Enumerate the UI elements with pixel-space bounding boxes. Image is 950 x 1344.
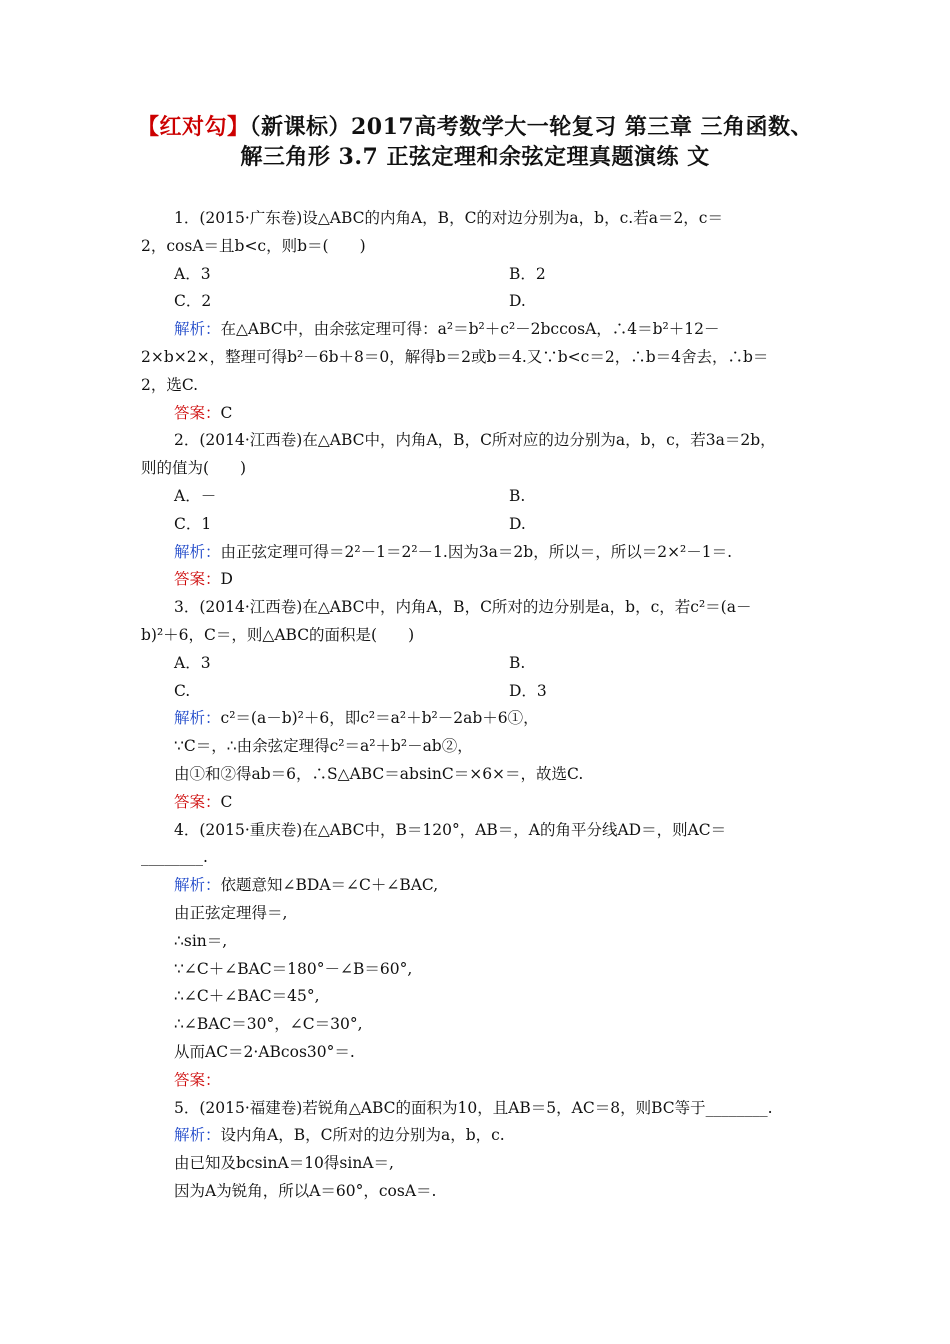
q4-analysis-line-6: ∴∠BAC＝30°，∠C＝30°, — [174, 1015, 363, 1034]
q4-stem-line-1: 4．(2015·重庆卷)在△ABC中，B＝120°，AB＝，A的角平分线AD＝，则AC＝ — [174, 820, 727, 839]
answer-label: 答案： — [174, 570, 221, 589]
answer-label: 答案： — [174, 403, 221, 422]
q5-analysis-text-1: 设内角A，B，C所对的边分别为a，b，c. — [220, 1126, 505, 1145]
title-line-1-text: （新课标）2017高考数学大一轮复习 第三章 三角函数、 — [249, 114, 814, 140]
q3-stem-line-1: 3．(2014·江西卷)在△ABC中，内角A，B，C所对的边分别是a，b，c，若c²＝(a－ — [174, 598, 752, 617]
q4-analysis-line-2: 由正弦定理得＝, — [174, 903, 288, 922]
q3-option-c: C. — [174, 681, 191, 700]
q3-option-b: B. — [509, 653, 526, 672]
q1-answer-line — [141, 400, 813, 428]
analysis-label: 解析： — [174, 542, 221, 561]
q3-option-d: D．3 — [509, 681, 547, 700]
q1-stem-line-1: 1．(2015·广东卷)设△ABC的内角A，B，C的对边分别为a，b，c.若a＝2，c＝ — [174, 209, 723, 227]
q5-analysis-line-3: 因为A为锐角，所以A＝60°，cosA＝. — [174, 1181, 437, 1200]
q2-answer-line — [141, 566, 813, 594]
q4-analysis-text-1: 依题意知∠BDA＝∠C＋∠BAC, — [220, 876, 439, 895]
q3-options-row-2 — [141, 678, 813, 706]
q2-option-c: C．1 — [174, 514, 212, 533]
q2-option-b: B. — [509, 486, 526, 505]
q2-option-a: A．－ — [174, 486, 217, 505]
q4-analysis-line-3: ∴sin＝, — [174, 931, 228, 950]
q3-stem-line-2: b)²＋6，C＝，则△ABC的面积是( ) — [141, 625, 415, 644]
q5-stem-line-1: 5．(2015·福建卷)若锐角△ABC的面积为10，且AB＝5，AC＝8，则BC等于________. — [174, 1098, 773, 1117]
q3-answer-line — [141, 789, 813, 817]
q4-analysis-line-1 — [141, 872, 813, 900]
q3-analysis-line-1 — [141, 705, 813, 733]
q2-options-row-1 — [141, 483, 813, 511]
q1-analysis-line-2: 2×b×2×，整理可得b²－6b＋8＝0，解得b＝2或b＝4.又∵b<c＝2，∴b＝4舍去，∴b＝ — [141, 347, 769, 366]
q5-analysis-line-2: 由已知及bcsinA＝10得sinA＝, — [174, 1154, 394, 1173]
q4-analysis-line-4: ∵∠C＋∠BAC＝180°－∠B＝60°, — [174, 959, 413, 978]
document-body — [141, 205, 813, 1206]
analysis-label: 解析： — [174, 1126, 221, 1145]
analysis-label: 解析： — [174, 320, 221, 339]
q2-options-row-2 — [141, 511, 813, 539]
q1-option-d: D. — [509, 292, 526, 311]
title-line-2: 解三角形 3.7 正弦定理和余弦定理真题演练 文 — [240, 144, 710, 170]
q1-option-c: C．2 — [174, 292, 212, 311]
q3-answer: C — [220, 792, 233, 811]
q4-stem-line-2: ________. — [141, 848, 208, 867]
q4-analysis-line-7: 从而AC＝2·ABcos30°＝. — [174, 1042, 355, 1061]
q1-analysis-line-1 — [141, 316, 813, 344]
answer-label: 答案： — [174, 792, 221, 811]
q1-options-row-1 — [141, 261, 813, 289]
q1-answer: C — [220, 403, 233, 422]
q3-options-row-1 — [141, 650, 813, 678]
q5-analysis-line-1 — [141, 1122, 813, 1150]
q1-option-b: B．2 — [509, 264, 546, 283]
q4-analysis-line-5: ∴∠C＋∠BAC＝45°, — [174, 987, 320, 1006]
q2-option-d: D. — [509, 514, 526, 533]
q4-answer-line — [141, 1067, 813, 1095]
analysis-label: 解析： — [174, 709, 221, 728]
q1-analysis-text-1: 在△ABC中，由余弦定理可得：a²＝b²＋c²－2bccosA，∴4＝b²＋12－ — [220, 320, 720, 339]
q1-analysis-line-3: 2，选C. — [141, 375, 199, 394]
q1-options-row-2 — [141, 288, 813, 316]
q2-stem-line-1: 2．(2014·江西卷)在△ABC中，内角A，B，C所对应的边分别为a，b，c，若3a＝2b， — [174, 431, 776, 450]
q3-option-a: A．3 — [174, 653, 211, 672]
answer-label: 答案： — [174, 1070, 221, 1089]
q3-analysis-text-1: c²＝(a－b)²＋6，即c²＝a²＋b²－2ab＋6①， — [220, 709, 539, 728]
q1-stem-line-2: 2，cosA＝且b<c，则b＝( ) — [141, 236, 366, 255]
title-line-1 — [80, 112, 870, 142]
q2-analysis-line — [141, 539, 813, 567]
q2-analysis-text: 由正弦定理可得＝2²－1＝2²－1.因为3a＝2b，所以＝，所以＝2×²－1＝. — [220, 542, 733, 561]
analysis-label: 解析： — [174, 876, 221, 895]
q2-answer: D — [220, 570, 233, 589]
title-bracket: 【红对勾】 — [136, 114, 250, 140]
q3-analysis-line-2: ∵C＝，∴由余弦定理得c²＝a²＋b²－ab②， — [174, 737, 473, 756]
q1-option-a: A．3 — [174, 264, 211, 283]
q2-stem-line-2: 则的值为( ) — [141, 459, 247, 478]
q3-analysis-line-3: 由①和②得ab＝6，∴S△ABC＝absinC＝×6×＝，故选C. — [174, 764, 584, 783]
document-title — [80, 112, 870, 172]
